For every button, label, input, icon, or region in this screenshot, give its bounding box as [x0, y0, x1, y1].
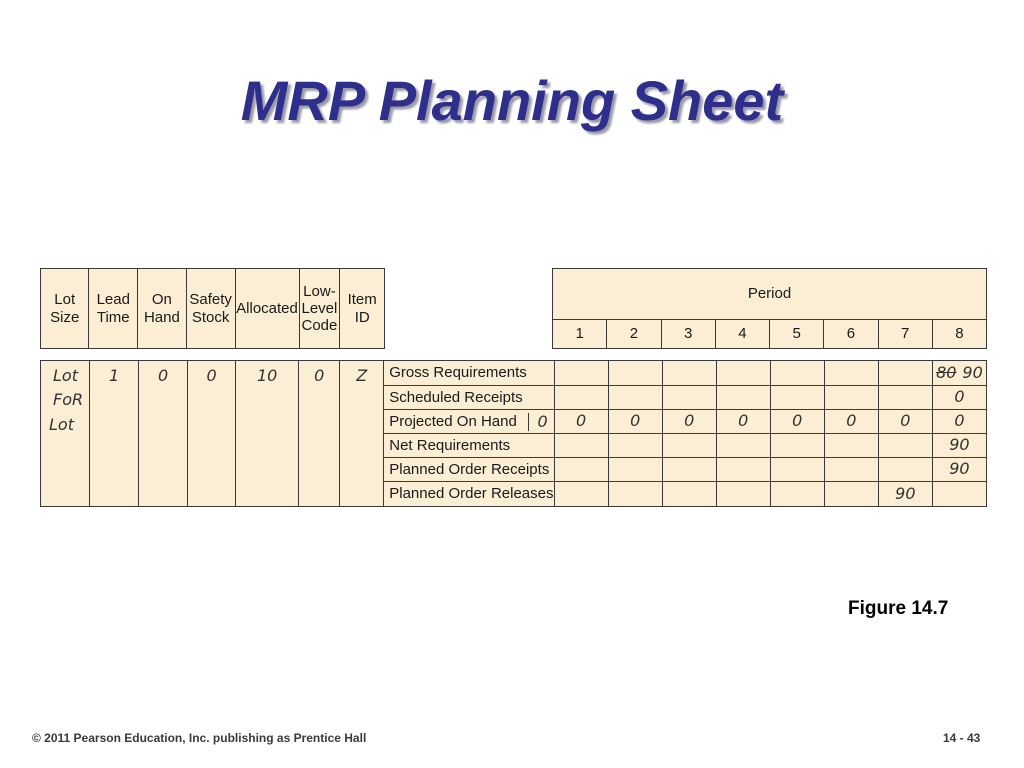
- allocated-value: 10: [236, 361, 299, 507]
- gross-req-p8: 80 90: [932, 361, 986, 386]
- net-req-p2: [608, 434, 662, 458]
- period-number: 7: [878, 320, 932, 349]
- porl-p2: [608, 482, 662, 507]
- proj-oh-p6: 0: [824, 410, 878, 434]
- proj-oh-p5: 0: [770, 410, 824, 434]
- sched-rec-p6: [824, 386, 878, 410]
- porl-p8: [932, 482, 986, 507]
- period-number: 8: [932, 320, 986, 349]
- lot-size-value: Lot FoR Lot: [41, 361, 90, 507]
- por-p5: [770, 458, 824, 482]
- porl-p3: [662, 482, 716, 507]
- allocated-header: Allocated: [235, 269, 299, 349]
- footer-copyright: © 2011 Pearson Education, Inc. publishing as Prentice Hall: [32, 731, 367, 745]
- net-req-p1: [554, 434, 608, 458]
- proj-oh-p4: 0: [716, 410, 770, 434]
- por-p6: [824, 458, 878, 482]
- por-p4: [716, 458, 770, 482]
- sched-rec-p8: 0: [932, 386, 986, 410]
- struck-value: 80: [936, 362, 957, 382]
- on-hand-value: 0: [139, 361, 188, 507]
- gross-req-p1: [554, 361, 608, 386]
- row-label-scheduled-receipts: Scheduled Receipts: [384, 386, 554, 410]
- period-number: 4: [715, 320, 769, 349]
- period-header: Period: [553, 269, 987, 320]
- item-id-value: Z: [340, 361, 384, 507]
- proj-oh-p2: 0: [608, 410, 662, 434]
- item-id-header: Item ID: [340, 269, 385, 349]
- row-label-planned-order-releases: Planned Order Releases: [384, 482, 554, 507]
- por-p8: 90: [932, 458, 986, 482]
- proj-oh-p7: 0: [878, 410, 932, 434]
- porl-p6: [824, 482, 878, 507]
- proj-oh-p1: 0: [554, 410, 608, 434]
- proj-oh-p3: 0: [662, 410, 716, 434]
- porl-p5: [770, 482, 824, 507]
- footer-page-number: 14 - 43: [943, 731, 981, 745]
- sched-rec-p7: [878, 386, 932, 410]
- net-req-p5: [770, 434, 824, 458]
- row-label-planned-order-receipts: Planned Order Receipts: [384, 458, 554, 482]
- row-label-gross-requirements: Gross Requirements: [384, 361, 554, 386]
- on-hand-header: On Hand: [138, 269, 187, 349]
- low-level-code-value: 0: [299, 361, 340, 507]
- por-p7: [878, 458, 932, 482]
- safety-stock-header: Safety Stock: [186, 269, 235, 349]
- porl-p4: [716, 482, 770, 507]
- net-req-p8: 90: [932, 434, 986, 458]
- net-req-p3: [662, 434, 716, 458]
- porl-p1: [554, 482, 608, 507]
- net-req-p6: [824, 434, 878, 458]
- period-number: 6: [824, 320, 878, 349]
- por-p1: [554, 458, 608, 482]
- period-number: 3: [661, 320, 715, 349]
- net-req-p7: [878, 434, 932, 458]
- lead-time-header: Lead Time: [89, 269, 138, 349]
- lead-time-value: 1: [90, 361, 139, 507]
- sched-rec-p1: [554, 386, 608, 410]
- gross-req-p3: [662, 361, 716, 386]
- sched-rec-p4: [716, 386, 770, 410]
- safety-stock-value: 0: [188, 361, 236, 507]
- proj-oh-p8: 0: [932, 410, 986, 434]
- period-number: 5: [770, 320, 824, 349]
- por-p2: [608, 458, 662, 482]
- gross-req-p6: [824, 361, 878, 386]
- gross-req-p7: [878, 361, 932, 386]
- item-header-table: [40, 268, 385, 349]
- planning-table: [40, 360, 987, 507]
- period-number: 1: [553, 320, 607, 349]
- low-level-code-header: Low- Level Code: [299, 269, 340, 349]
- row-label-net-requirements: Net Requirements: [384, 434, 554, 458]
- projected-initial-value: 0: [528, 413, 547, 431]
- figure-label: Figure 14.7: [848, 598, 949, 619]
- slide-title: MRP Planning Sheet: [240, 69, 784, 132]
- por-p3: [662, 458, 716, 482]
- net-req-p4: [716, 434, 770, 458]
- gross-req-p5: [770, 361, 824, 386]
- sched-rec-p5: [770, 386, 824, 410]
- row-label-projected-on-hand: Projected On Hand 0: [384, 410, 554, 434]
- period-number: 2: [607, 320, 661, 349]
- porl-p7: 90: [878, 482, 932, 507]
- gross-req-p2: [608, 361, 662, 386]
- period-header-table: [552, 268, 987, 349]
- sched-rec-p3: [662, 386, 716, 410]
- lot-size-header: Lot Size: [41, 269, 89, 349]
- sched-rec-p2: [608, 386, 662, 410]
- gross-req-p4: [716, 361, 770, 386]
